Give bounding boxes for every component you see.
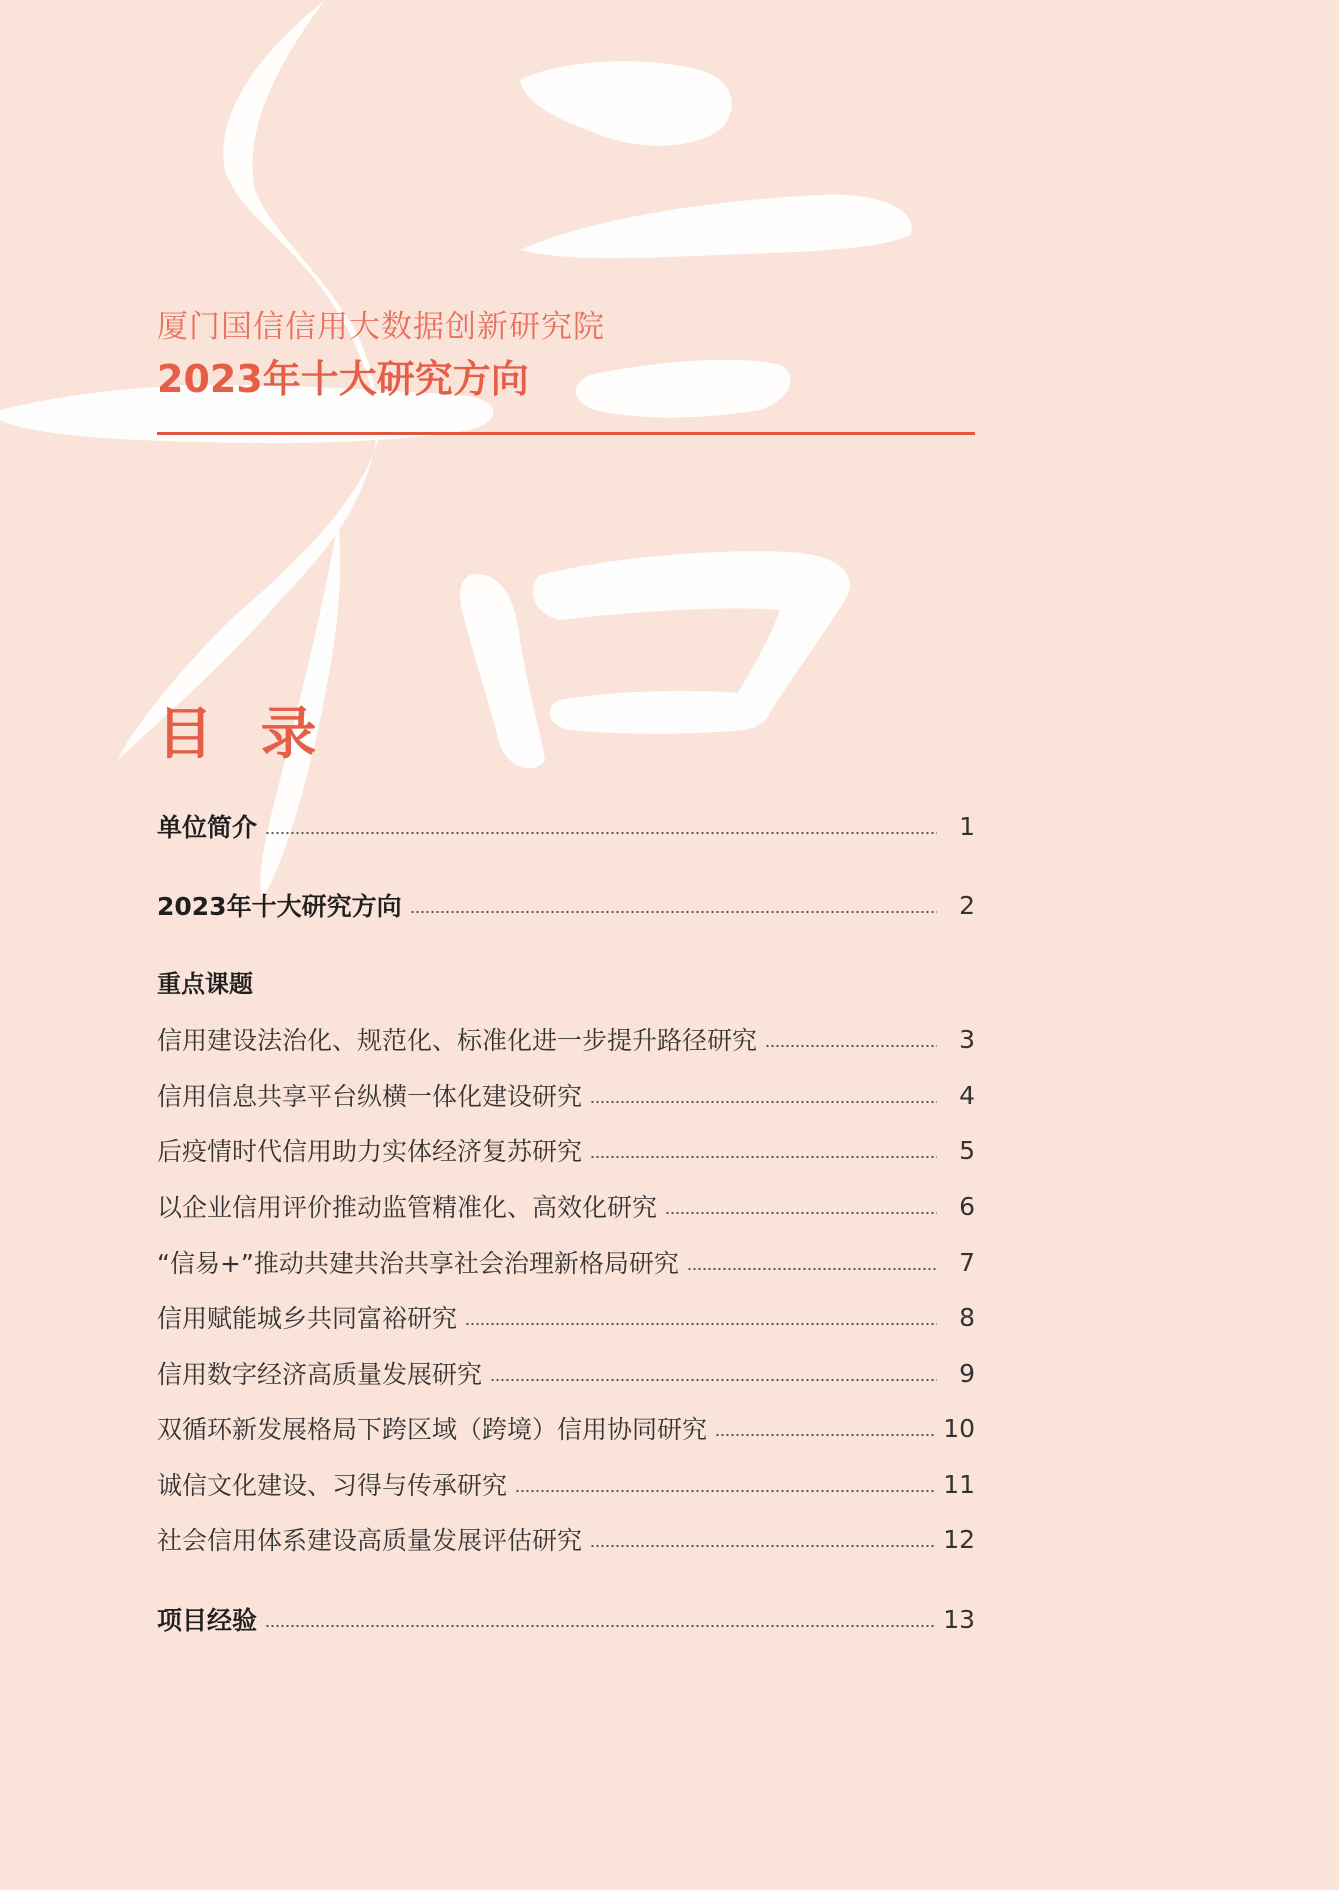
toc-entry-label: 以企业信用评价推动监管精准化、高效化研究 (157, 1193, 658, 1222)
toc-entry-page: 9 (959, 1358, 975, 1388)
toc-entry-intro[interactable] (157, 806, 975, 846)
toc-entry-label: 项目经验 (157, 1606, 258, 1635)
dot-leader (665, 1210, 937, 1216)
toc-entry-page: 13 (943, 1604, 975, 1634)
document-header (157, 306, 975, 406)
toc-entry-topic[interactable] (157, 1186, 975, 1226)
toc-entry-label: 2023年十大研究方向 (157, 892, 402, 921)
toc-entry-label: 社会信用体系建设高质量发展评估研究 (157, 1526, 583, 1555)
toc-entry-page: 1 (959, 811, 975, 841)
toc-entry-label: 信用数字经济高质量发展研究 (157, 1360, 483, 1389)
toc-entry-topic[interactable] (157, 1519, 975, 1559)
dot-leader (465, 1321, 937, 1327)
toc-entry-directions[interactable] (157, 885, 975, 925)
dot-leader (687, 1266, 937, 1272)
toc-entry-page: 11 (943, 1469, 975, 1499)
organization-name: 厦门国信信用大数据创新研究院 (157, 309, 605, 345)
toc-title: 目 录 (157, 702, 331, 767)
dot-leader (515, 1488, 935, 1494)
toc-entry-page: 2 (959, 890, 975, 920)
toc-entry-topic[interactable] (157, 1297, 975, 1337)
toc-entry-topic[interactable] (157, 1130, 975, 1170)
dot-leader (265, 830, 937, 836)
toc-entry-page: 6 (959, 1191, 975, 1221)
dot-leader (410, 909, 937, 915)
toc-entry-page: 10 (943, 1413, 975, 1443)
dot-leader (765, 1043, 937, 1049)
toc-section-heading: 重点课题 (157, 970, 253, 998)
dot-leader (590, 1543, 935, 1549)
toc-entry-label: 诚信文化建设、习得与传承研究 (157, 1471, 508, 1500)
toc-entry-page: 7 (959, 1247, 975, 1277)
toc-entry-label: 信用信息共享平台纵横一体化建设研究 (157, 1082, 583, 1111)
toc-entry-page: 3 (959, 1024, 975, 1054)
dot-leader (265, 1623, 935, 1629)
toc-entry-page: 5 (959, 1135, 975, 1165)
toc-entry-topic[interactable] (157, 1019, 975, 1059)
dot-leader (490, 1377, 937, 1383)
toc-entry-page: 8 (959, 1302, 975, 1332)
toc-entry-topic[interactable] (157, 1075, 975, 1115)
header-divider (157, 432, 975, 435)
toc-entry-topic[interactable] (157, 1464, 975, 1504)
toc-entry-experience[interactable] (157, 1599, 975, 1639)
dot-leader (715, 1432, 935, 1438)
toc-entry-label: 后疫情时代信用助力实体经济复苏研究 (157, 1137, 583, 1166)
toc-entry-page: 4 (959, 1080, 975, 1110)
toc-entry-label: 信用赋能城乡共同富裕研究 (157, 1304, 458, 1333)
dot-leader (590, 1099, 937, 1105)
dot-leader (590, 1154, 937, 1160)
toc-entry-label: 单位简介 (157, 813, 258, 842)
toc-entry-topic[interactable] (157, 1353, 975, 1393)
toc-entry-page: 12 (943, 1524, 975, 1554)
document-subtitle: 2023年十大研究方向 (157, 357, 529, 401)
toc-entry-topic[interactable] (157, 1408, 975, 1448)
toc-entry-topic[interactable] (157, 1242, 975, 1282)
toc-entry-label: 信用建设法治化、规范化、标准化进一步提升路径研究 (157, 1026, 758, 1055)
toc-entry-label: “信易+”推动共建共治共享社会治理新格局研究 (157, 1249, 679, 1278)
toc-entry-label: 双循环新发展格局下跨区域（跨境）信用协同研究 (157, 1415, 708, 1444)
